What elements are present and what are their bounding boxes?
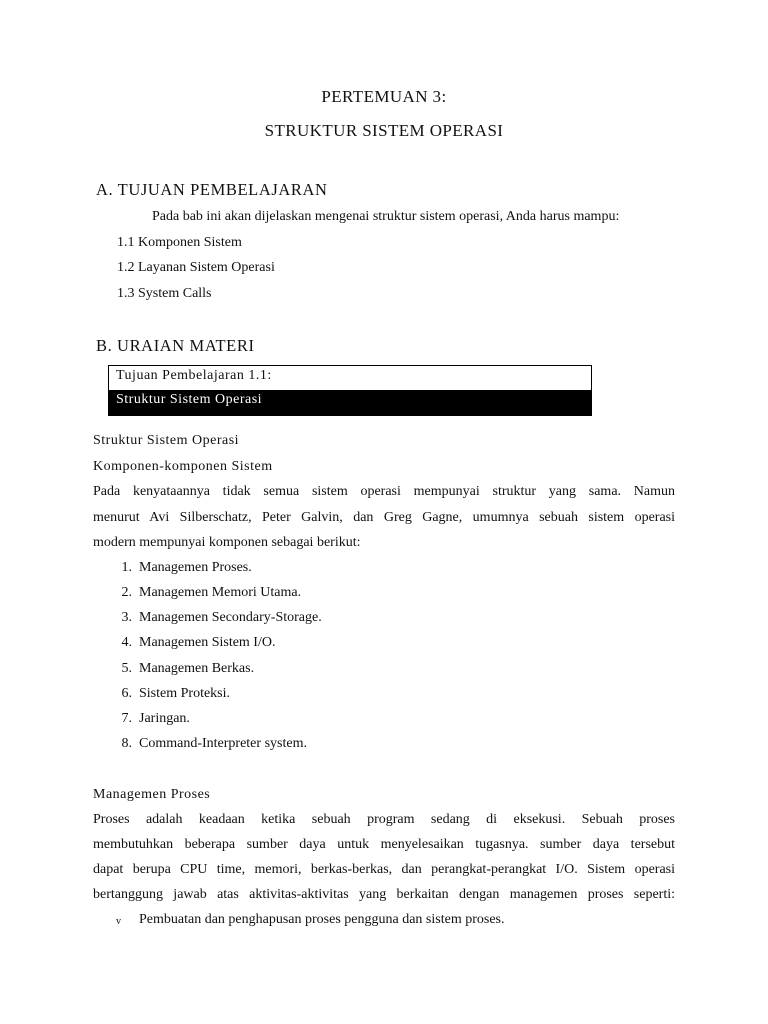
page-title-line2: STRUKTUR SISTEM OPERASI xyxy=(264,121,504,140)
learning-objective-box xyxy=(108,365,592,416)
paragraph-line: Proses adalah keadaan ketika sebuah program sedang di eksekusi. Sebuah proses xyxy=(93,812,675,827)
list-item-text: Managemen Proses. xyxy=(139,560,252,575)
list-item xyxy=(112,736,412,756)
list-item-number: 2. xyxy=(121,585,132,600)
bullet-item-text: Pembuatan dan penghapusan proses pengguna dan sistem proses. xyxy=(139,912,505,927)
paragraph-line: menurut Avi Silberschatz, Peter Galvin, dan Greg Gagne, umumnya sebuah sistem operasi xyxy=(93,510,675,525)
list-item xyxy=(112,635,412,655)
objective-item: 1.2 Layanan Sistem Operasi xyxy=(117,260,275,275)
list-item-number: 7. xyxy=(121,711,132,726)
list-item-text: Managemen Berkas. xyxy=(139,661,255,676)
list-item-number: 8. xyxy=(121,736,132,751)
objective-item: 1.1 Komponen Sistem xyxy=(117,235,242,250)
section-b-heading: B. URAIAN MATERI xyxy=(96,336,255,355)
section-a-intro: Pada bab ini akan dijelaskan mengenai struktur sistem operasi, Anda harus mampu: xyxy=(152,209,620,224)
paragraph-line: dapat berupa CPU time, memori, berkas-berkas, dan perangkat-perangkat I/O. Sistem operasi xyxy=(93,862,675,877)
list-item-text: Managemen Memori Utama. xyxy=(139,585,302,600)
list-item xyxy=(112,610,412,630)
learning-objective-box-label: Tujuan Pembelajaran 1.1: xyxy=(116,368,272,383)
list-item xyxy=(112,686,412,706)
subheading-komponen: Komponen-komponen Sistem xyxy=(93,459,273,474)
list-item-text: Command-Interpreter system. xyxy=(139,736,307,751)
objective-item: 1.3 System Calls xyxy=(117,286,212,301)
list-item-text: Sistem Proteksi. xyxy=(139,686,231,701)
list-item xyxy=(112,711,412,731)
list-item-number: 4. xyxy=(121,635,132,650)
page-title-line1: PERTEMUAN 3: xyxy=(321,87,447,106)
list-item-text: Managemen Secondary-Storage. xyxy=(139,610,322,625)
paragraph-line: modern mempunyai komponen sebagai berikut: xyxy=(93,535,361,550)
learning-objective-box-title: Struktur Sistem Operasi xyxy=(109,390,591,416)
list-item-number: 3. xyxy=(121,610,132,625)
list-item-text: Jaringan. xyxy=(139,711,190,726)
list-item-number: 5. xyxy=(121,661,132,676)
subheading-struktur: Struktur Sistem Operasi xyxy=(93,433,240,448)
list-item-number: 1. xyxy=(121,560,132,575)
list-item xyxy=(112,585,412,605)
paragraph-line: Pada kenyataannya tidak semua sistem operasi mempunyai struktur yang sama. Namun xyxy=(93,484,675,499)
subheading-managemen-proses: Managemen Proses xyxy=(93,787,211,802)
list-item-number: 6. xyxy=(121,686,132,701)
list-item-text: Managemen Sistem I/O. xyxy=(139,635,276,650)
bullet-icon: v xyxy=(116,916,121,927)
list-item xyxy=(112,560,412,580)
section-a-heading: A. TUJUAN PEMBELAJARAN xyxy=(96,180,328,199)
list-item xyxy=(112,661,412,681)
paragraph-line: bertanggung jawab atas aktivitas-aktivitas yang berkaitan dengan managemen proses seperti: xyxy=(93,887,675,902)
paragraph-line: membutuhkan beberapa sumber daya untuk menyelesaikan tugasnya. sumber daya tersebut xyxy=(93,837,675,852)
